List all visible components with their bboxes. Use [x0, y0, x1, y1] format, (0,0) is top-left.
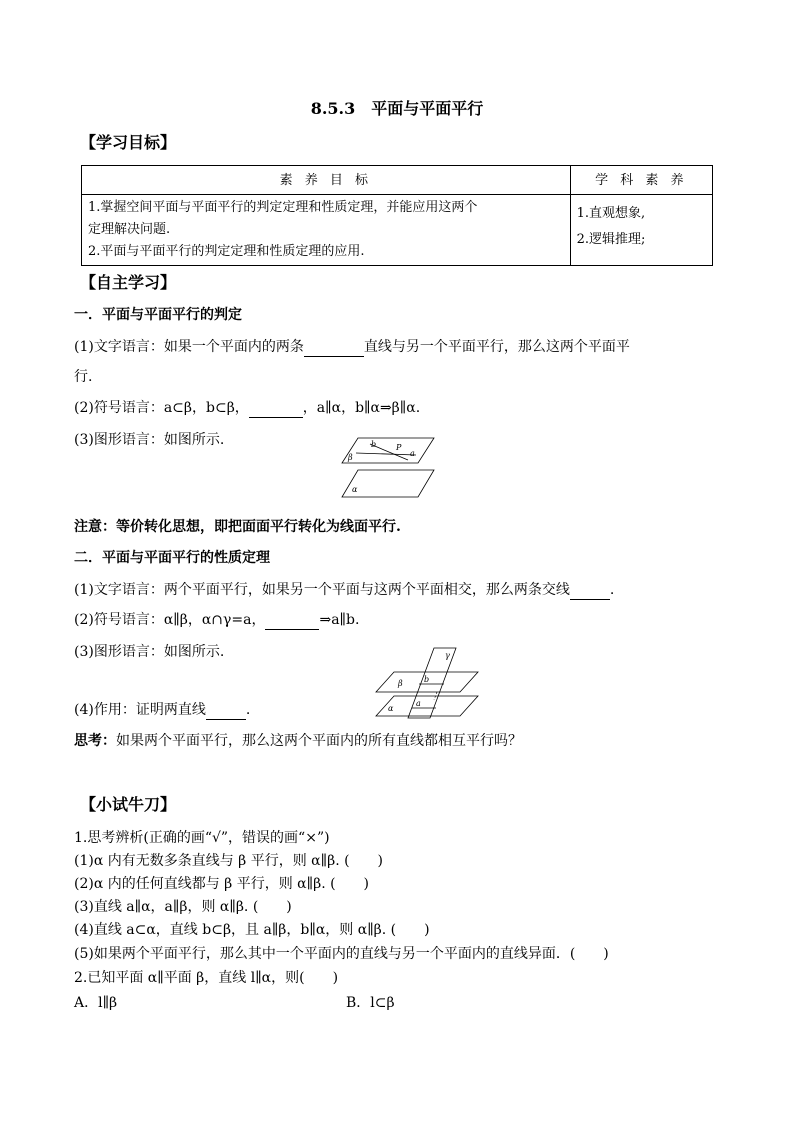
part1-heading: 一．平面与平面平行的判定	[74, 307, 242, 323]
goal-line: 定理解决问题.	[88, 222, 171, 237]
fig2-label-a: a	[416, 699, 421, 708]
goals-table	[81, 165, 713, 266]
part2-graphic-line: (3)图形语言：如图所示.	[74, 644, 225, 660]
option-b: B．l⊂β	[346, 995, 395, 1011]
part2-symbol-line: (2)符号语言：α∥β，α∩γ=a， ⇒a∥b.	[74, 612, 360, 628]
literacy-line: 2.逻辑推理;	[576, 232, 646, 247]
fig2-label-gamma: γ	[445, 651, 450, 660]
goal-line: 1.掌握空间平面与平面平行的判定定理和性质定理，并能应用这两个	[88, 200, 478, 215]
fig2-label-b: b	[424, 675, 430, 684]
answer-blank[interactable]	[570, 583, 610, 600]
page-title: 8.5.3 平面与平面平行	[310, 99, 484, 118]
part1-text-line2: 行.	[74, 369, 93, 385]
fig1-label-b: b	[371, 440, 377, 449]
fig2-label-beta: β	[398, 679, 403, 688]
literacy-line: 1.直观想象,	[576, 206, 646, 221]
answer-blank[interactable]	[304, 340, 364, 357]
fig1-label-alpha: α	[352, 485, 358, 494]
part2-think-line: 思考：如果两个平面平行，那么这两个平面内的所有直线都相互平行吗？	[74, 733, 522, 749]
figure-plane-parallel-judgment	[340, 432, 440, 502]
think-label: 思考：	[74, 733, 116, 749]
practice-item: (5)如果两个平面平行，那么其中一个平面内的直线与另一个平面内的直线异面．( )	[74, 946, 609, 962]
option-a: A．l∥β	[74, 995, 118, 1011]
part1-note: 注意：等价转化思想，即把面面平行转化为线面平行.	[74, 519, 401, 535]
part2-heading: 二．平面与平面平行的性质定理	[74, 550, 270, 566]
goals-cell-left	[82, 195, 571, 266]
answer-blank[interactable]	[206, 703, 246, 720]
fig2-label-alpha: α	[388, 704, 394, 713]
goal-line: 2.平面与平面平行的判定定理和性质定理的应用.	[88, 244, 365, 259]
answer-blank[interactable]	[265, 613, 319, 630]
fig1-label-beta: β	[348, 453, 353, 462]
fig1-label-a: a	[410, 449, 415, 458]
figure-plane-parallel-property	[372, 644, 482, 722]
goals-cell-right	[570, 195, 712, 266]
part1-graphic-line: (3)图形语言：如图所示.	[74, 432, 225, 448]
answer-blank[interactable]	[249, 401, 303, 418]
section-goals-heading: 【学习目标】	[80, 133, 177, 152]
part2-text-line: (1)文字语言：两个平面平行，如果另一个平面与这两个平面相交，那么两条交线 .	[74, 582, 615, 598]
fig1-label-p: P	[396, 443, 402, 452]
practice-item: (2)α 内的任何直线都与 β 平行，则 α∥β. ( )	[74, 876, 370, 892]
practice-item: (4)直线 a⊂α，直线 b⊂β，且 a∥β，b∥α，则 α∥β. ( )	[74, 922, 430, 938]
practice-q1: 1.思考辨析(正确的画“√”，错误的画“×”)	[74, 830, 330, 846]
section-self-study-heading: 【自主学习】	[80, 273, 177, 292]
part1-symbol-line: (2)符号语言：a⊂β，b⊂β， ，a∥α，b∥α⇒β∥α.	[74, 400, 421, 416]
part1-text-line1: (1)文字语言：如果一个平面内的两条 直线与另一个平面平行，那么这两个平面平	[74, 339, 630, 355]
practice-item: (1)α 内有无数多条直线与 β 平行，则 α∥β. ( )	[74, 853, 384, 869]
goals-header-left: 素 养 目 标	[82, 166, 571, 195]
practice-q2: 2.已知平面 α∥平面 β，直线 l∥α，则( )	[74, 970, 339, 986]
practice-item: (3)直线 a∥α，a∥β，则 α∥β. ( )	[74, 899, 292, 915]
section-practice-heading: 【小试牛刀】	[80, 795, 177, 814]
part2-usage-line: (4)作用：证明两直线 .	[74, 702, 251, 718]
goals-header-right: 学 科 素 养	[570, 166, 712, 195]
